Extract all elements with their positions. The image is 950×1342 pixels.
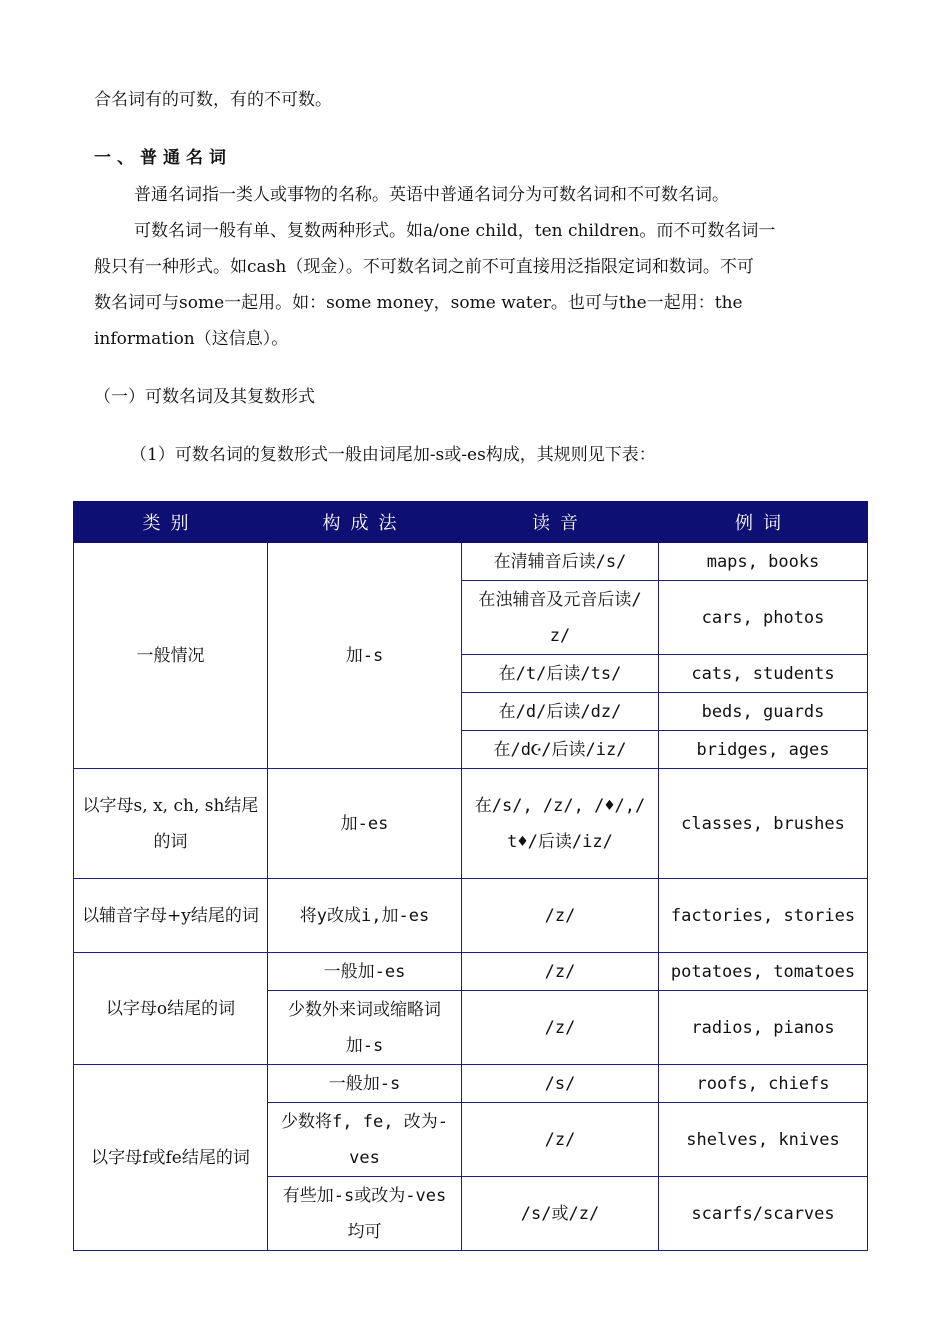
paragraph-common-noun: 普通名词指一类人或事物的名称。英语中普通名词分为可数名词和不可数名词。 — [134, 185, 729, 205]
category-cell: 以字母f或fe结尾的词 — [74, 1065, 268, 1251]
method-cell: 一般加-s — [268, 1065, 462, 1103]
pronunciation-cell: 在浊辅音及元音后读/z/ — [462, 581, 659, 655]
plural-rules-table — [73, 501, 868, 1251]
method-cell: 少数外来词或缩略词加-s — [268, 991, 462, 1065]
pronunciation-cell: 在/t/后读/ts/ — [462, 655, 659, 693]
method-cell: 一般加-es — [268, 953, 462, 991]
subsection-heading: （一）可数名词及其复数形式 — [94, 387, 315, 407]
example-cell: bridges, ages — [659, 731, 868, 769]
pronunciation-cell: 在/s/, /z/, /♦/,/t♦/后读/iz/ — [462, 769, 659, 879]
table-row — [74, 543, 868, 581]
table-row — [74, 769, 868, 879]
header-category: 类别 — [74, 502, 268, 543]
section-heading: 一、普通名词 — [94, 148, 232, 168]
pronunciation-cell: 在/d/后读/dz/ — [462, 693, 659, 731]
example-cell: shelves, knives — [659, 1103, 868, 1177]
paragraph-countable-line-3: 数名词可与some一起用。如：some money，some water。也可与the一起用：the — [94, 293, 743, 313]
category-cell: 以辅音字母+y结尾的词 — [74, 879, 268, 953]
pronunciation-cell: /z/ — [462, 879, 659, 953]
header-examples: 例词 — [659, 502, 868, 543]
table-row — [74, 1065, 868, 1103]
header-method: 构成法 — [268, 502, 462, 543]
header-pronunciation: 读音 — [462, 502, 659, 543]
category-cell: 以字母s, x, ch, sh结尾的词 — [74, 769, 268, 879]
table-header-row — [74, 502, 868, 543]
method-cell: 加-es — [268, 769, 462, 879]
example-cell: cats, students — [659, 655, 868, 693]
intro-line: 合名词有的可数，有的不可数。 — [94, 90, 332, 110]
method-cell: 有些加-s或改为-ves均可 — [268, 1177, 462, 1251]
method-cell: 少数将f, fe, 改为-ves — [268, 1103, 462, 1177]
pronunciation-cell: /z/ — [462, 953, 659, 991]
method-cell: 加-s — [268, 543, 462, 769]
paragraph-countable-line-1: 可数名词一般有单、复数两种形式。如a/one child，ten children。而不可数名词一 — [134, 221, 776, 241]
example-cell: classes, brushes — [659, 769, 868, 879]
example-cell: roofs, chiefs — [659, 1065, 868, 1103]
pronunciation-cell: 在/d☪/后读/iz/ — [462, 731, 659, 769]
example-cell: maps, books — [659, 543, 868, 581]
example-cell: radios, pianos — [659, 991, 868, 1065]
pronunciation-cell: /s/或/z/ — [462, 1177, 659, 1251]
category-cell: 以字母o结尾的词 — [74, 953, 268, 1065]
table-row — [74, 879, 868, 953]
subsection-rule-intro: （1）可数名词的复数形式一般由词尾加-s或-es构成，其规则见下表： — [130, 445, 656, 465]
example-cell: scarfs/scarves — [659, 1177, 868, 1251]
pronunciation-cell: /z/ — [462, 1103, 659, 1177]
paragraph-countable-line-4: information（这信息）。 — [94, 329, 289, 349]
pronunciation-cell: /s/ — [462, 1065, 659, 1103]
paragraph-countable-line-2: 般只有一种形式。如cash（现金）。不可数名词之前不可直接用泛指限定词和数词。不可 — [94, 257, 754, 277]
example-cell: potatoes, tomatoes — [659, 953, 868, 991]
example-cell: cars, photos — [659, 581, 868, 655]
table-row — [74, 953, 868, 991]
method-cell: 将y改成i,加-es — [268, 879, 462, 953]
pronunciation-cell: /z/ — [462, 991, 659, 1065]
category-cell: 一般情况 — [74, 543, 268, 769]
pronunciation-cell: 在清辅音后读/s/ — [462, 543, 659, 581]
example-cell: beds, guards — [659, 693, 868, 731]
example-cell: factories, stories — [659, 879, 868, 953]
